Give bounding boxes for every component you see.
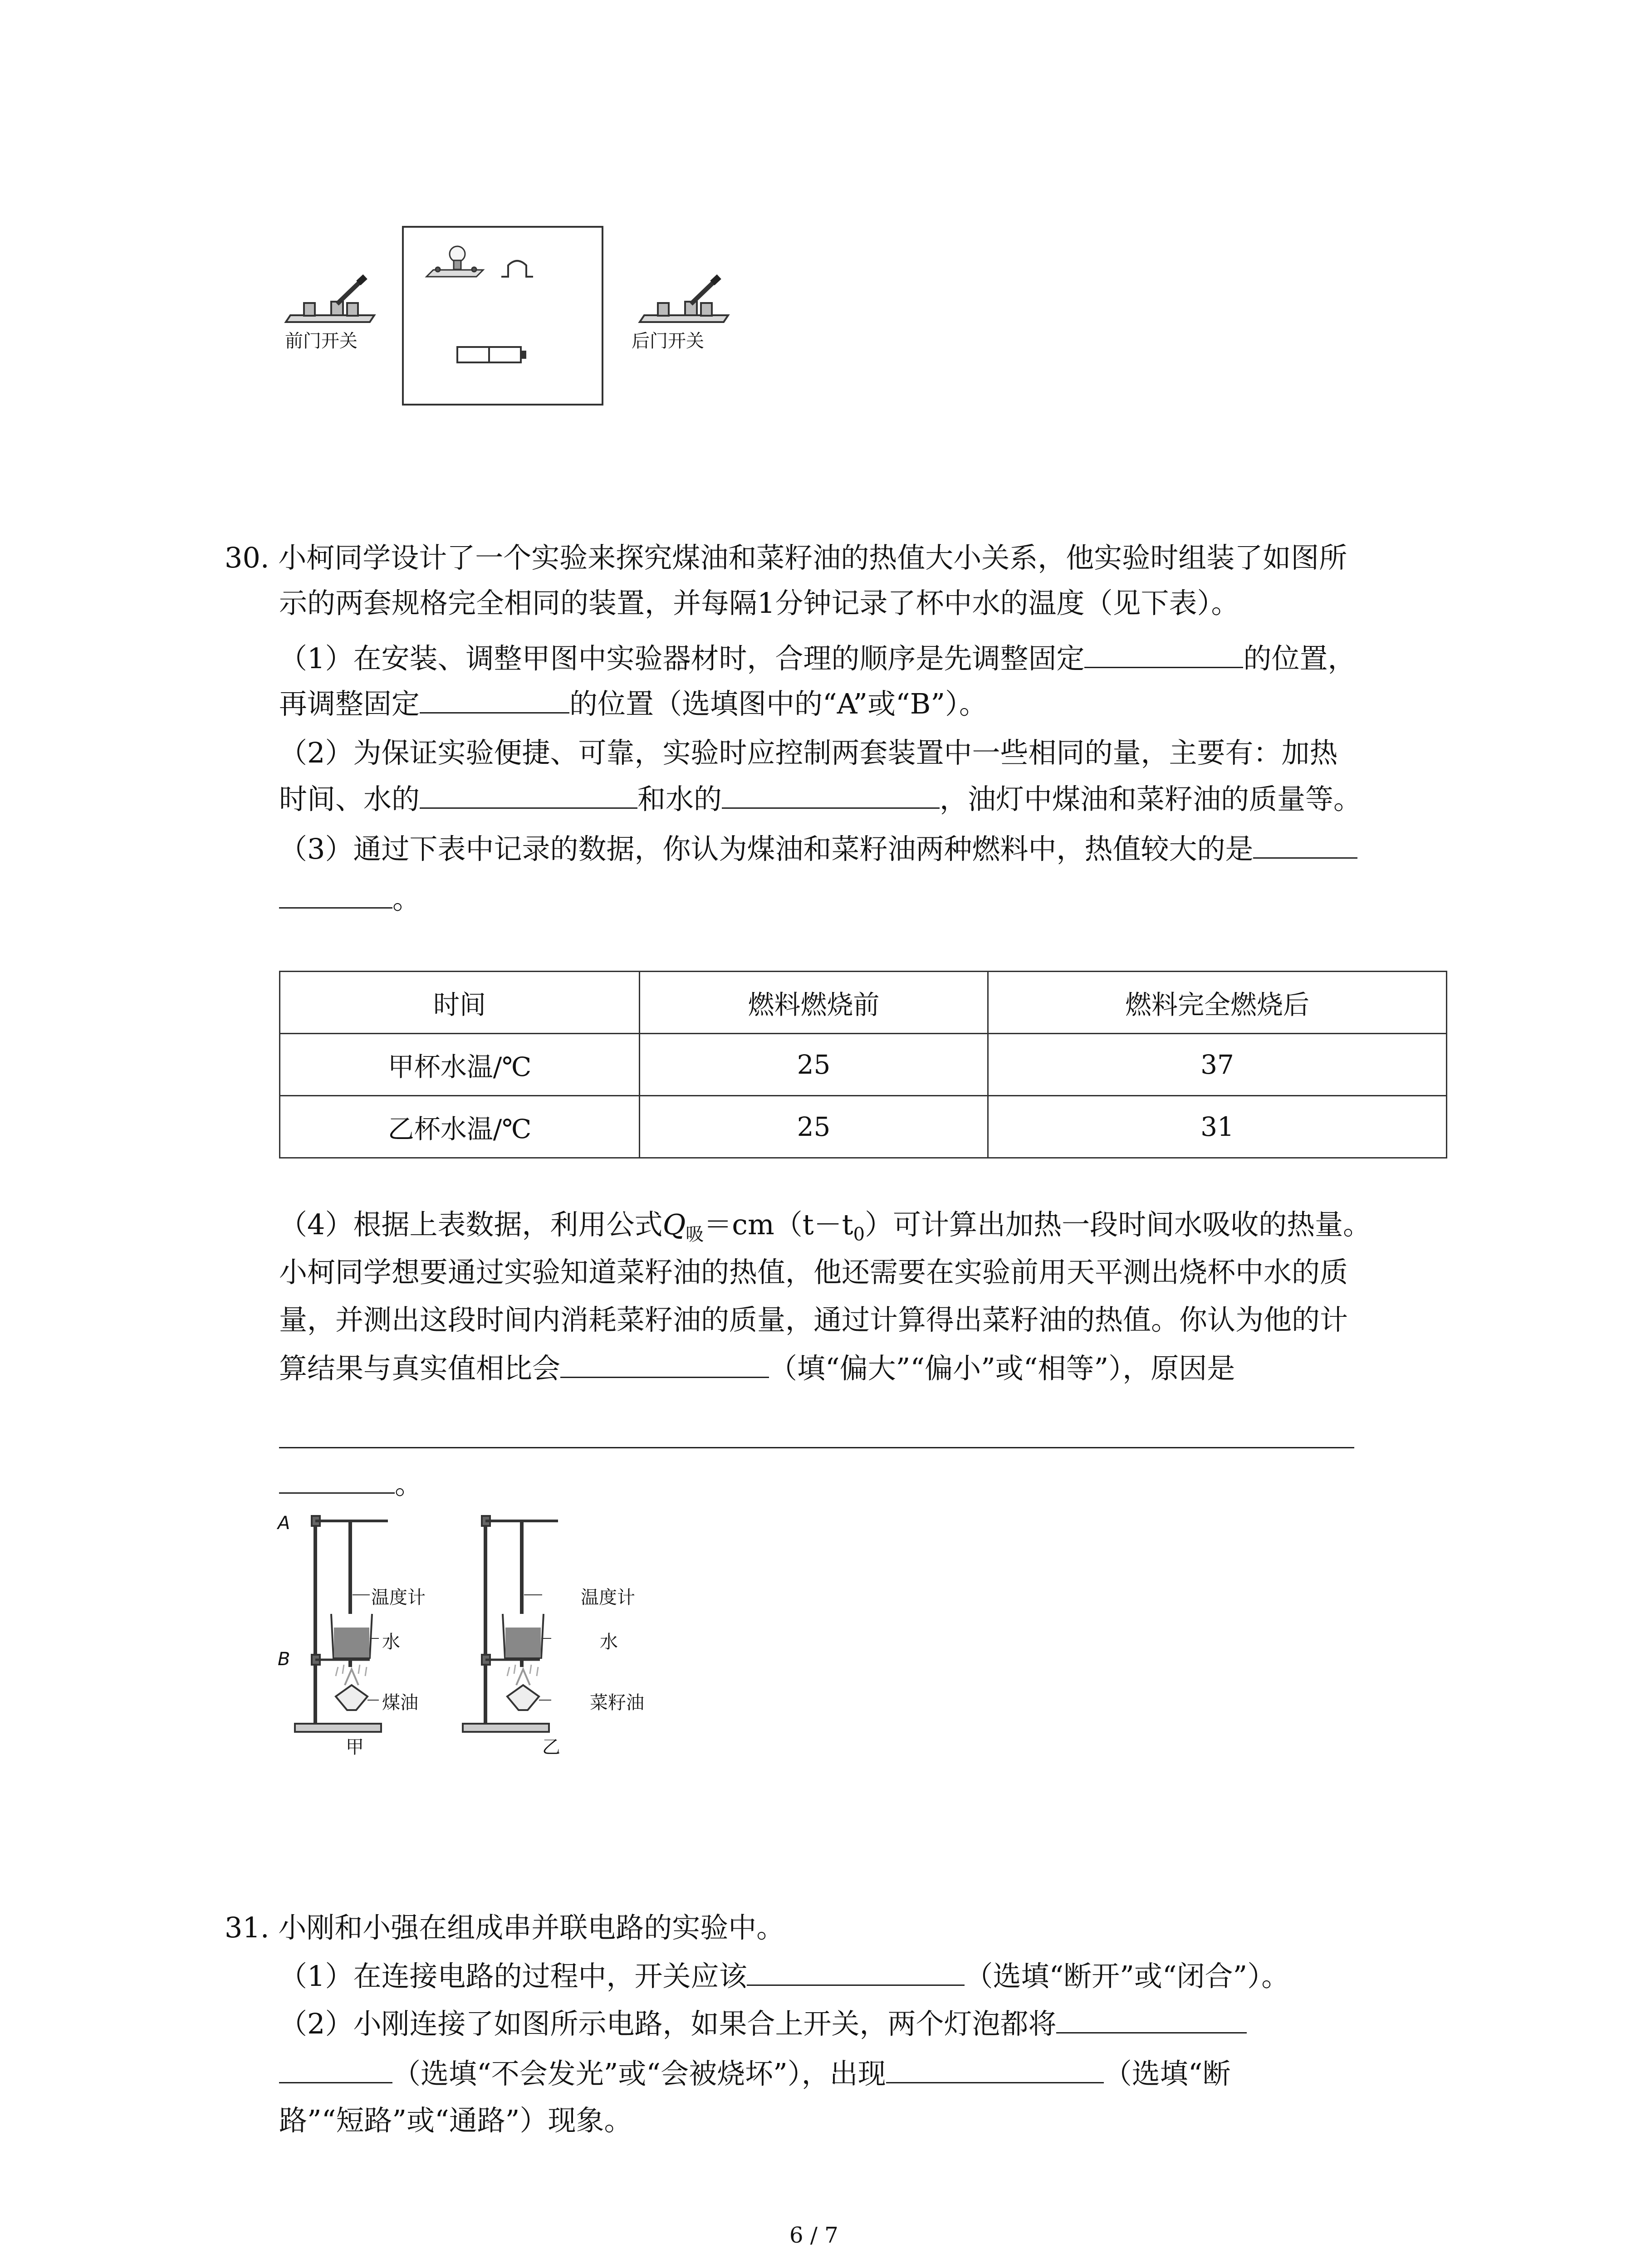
answer-blank-q31-p1[interactable]: [747, 1953, 965, 1986]
label-thermometer-2: 温度计: [581, 1587, 635, 1608]
answer-blank-q31-p2-a[interactable]: [1056, 2000, 1247, 2033]
back-switch-icon: [640, 277, 728, 322]
q30-part4-line6: [279, 1461, 423, 1507]
setup-jia-icon: [295, 1515, 388, 1732]
q30-p4-text-f: 。: [395, 1467, 423, 1501]
answer-blank-q31-p2-c[interactable]: [886, 2050, 1104, 2083]
answer-blank-p2-first[interactable]: [420, 776, 637, 809]
label-a: A: [278, 1513, 290, 1534]
label-fuel-2: 菜籽油: [590, 1692, 644, 1713]
q30-line2: 示的两套规格完全相同的装置，并每隔1分钟记录了杯中水的温度（见下表）。: [279, 587, 1239, 620]
q30-p4-text-a: （4）根据上表数据，利用公式: [279, 1208, 663, 1241]
q30-p1-text-b: 的位置，: [1243, 642, 1356, 675]
table-cell: 25: [640, 1096, 988, 1158]
answer-blank-p3-b[interactable]: [279, 875, 392, 909]
front-switch-icon: [286, 277, 374, 322]
q31-part2-line3: 路”“短路”或“通路”）现象。: [279, 2104, 632, 2137]
table-cell: 25: [640, 1034, 988, 1096]
q31-part2-line2: [279, 2050, 1231, 2097]
answer-blank-p1-second[interactable]: [420, 680, 569, 714]
q30-p3-text-a: （3）通过下表中记录的数据，你认为煤油和菜籽油两种燃料中，热值较大的是: [279, 832, 1254, 865]
setup-yi-icon: [463, 1515, 558, 1732]
q30-part1-line1: [279, 635, 1356, 681]
table-row: [280, 1034, 1447, 1096]
q30-part3-line1: [279, 826, 1357, 872]
table-row: [280, 1096, 1447, 1158]
formula-sub-zero: 0: [853, 1224, 865, 1245]
label-b: B: [278, 1649, 290, 1670]
label-thermometer-1: 温度计: [371, 1587, 426, 1608]
table-cell: 乙杯水温/℃: [280, 1096, 640, 1158]
answer-blank-p1-first[interactable]: [1084, 635, 1243, 668]
table-cell: 37: [988, 1034, 1447, 1096]
q30-p4-text-d: 算结果与真实值相比会: [279, 1352, 561, 1385]
q31-part2-line1: [279, 2000, 1247, 2047]
q30-line1: 30. 小柯同学设计了一个实验来探究煤油和菜籽油的热值大小关系，他实验时组装了如图所: [225, 541, 1347, 574]
q30-p2-text-d: ，油灯中煤油和菜籽油的质量等。: [940, 782, 1362, 816]
back-switch-label: 后门开关: [632, 331, 704, 352]
answer-blank-p4-reason-end[interactable]: [279, 1461, 395, 1494]
battery-icon: [457, 347, 525, 362]
q30-part4-line1: [279, 1202, 1371, 1257]
q31-p1-text-a: （1）在连接电路的过程中，开关应该: [279, 1960, 747, 1993]
q30-p1-text-a: （1）在安装、调整甲图中实验器材时，合理的顺序是先调整固定: [279, 642, 1085, 675]
answer-blank-p2-second[interactable]: [722, 776, 940, 809]
formula-q: Q: [662, 1208, 686, 1241]
answer-blank-p4-reason[interactable]: [279, 1447, 1354, 1448]
label-setup-1: 甲: [346, 1737, 364, 1758]
temperature-table: [279, 971, 1447, 1158]
q30-part3-line2: [279, 875, 421, 922]
table-header-cell: 燃料燃烧前: [640, 972, 988, 1034]
table-header-cell: 燃料完全燃烧后: [988, 972, 1447, 1034]
q30-part1-line2: [279, 680, 987, 727]
label-setup-2: 乙: [542, 1737, 560, 1758]
q31-line1: 31. 小刚和小强在组成串并联电路的实验中。: [225, 1911, 785, 1944]
table-cell: 甲杯水温/℃: [280, 1034, 640, 1096]
q31-p2-text-c: （选填“断: [1103, 2057, 1231, 2090]
formula-end: ）可计算出加热一段时间水吸收的热量。: [865, 1208, 1372, 1241]
q31-p2-text-a: （2）小刚连接了如图所示电路，如果合上开关，两个灯泡都将: [279, 2007, 1057, 2040]
formula-rest: ＝cm（t－t: [704, 1208, 853, 1241]
enclosure-box: [403, 227, 603, 405]
q30-part2-line2: [279, 776, 1362, 822]
q30-part4-line4: [279, 1345, 1235, 1391]
door-circuit-svg: [272, 213, 771, 413]
label-water-2: 水: [600, 1632, 618, 1652]
q30-p3-text-b: 。: [392, 882, 421, 915]
q30-p1-text-c: 再调整固定: [279, 687, 420, 720]
table-cell: 31: [988, 1096, 1447, 1158]
answer-blank-q31-p2-b[interactable]: [279, 2050, 392, 2083]
q30-p2-text-c: 和水的: [637, 782, 722, 816]
label-water-1: 水: [382, 1632, 400, 1652]
q30-p1-text-d: 的位置（选填图中的“A”或“B”）。: [569, 687, 988, 720]
front-switch-label: 前门开关: [285, 331, 358, 352]
formula-sub-absorb: 吸: [686, 1224, 704, 1245]
table-header-cell: 时间: [280, 972, 640, 1034]
q31-p2-text-b: （选填“不会发光”或“会被烧坏”），出现: [392, 2057, 886, 2090]
q30-p4-text-e: （填“偏大”“偏小”或“相等”），原因是: [769, 1352, 1235, 1385]
answer-blank-p3-a[interactable]: [1253, 826, 1357, 859]
q31-p1-text-b: （选填“断开”或“闭合”）。: [965, 1960, 1290, 1993]
page-number: 6 / 7: [789, 2223, 838, 2248]
q31-part1: [279, 1953, 1289, 1999]
q30-part4-line3: 量，并测出这段时间内消耗菜籽油的质量，通过计算得出菜籽油的热值。你认为他的计: [279, 1303, 1348, 1336]
answer-blank-p4-compare[interactable]: [560, 1345, 769, 1378]
label-fuel-1: 煤油: [382, 1692, 418, 1713]
q30-part4-line2: 小柯同学想要通过实验知道菜籽油的热值，他还需要在实验前用天平测出烧杯中水的质: [279, 1256, 1348, 1289]
table-header-row: [280, 972, 1447, 1034]
q30-part2-line1: （2）为保证实验便捷、可靠，实验时应控制两套装置中一些相同的量，主要有：加热: [279, 736, 1338, 769]
q30-p2-text-b: 时间、水的: [279, 782, 420, 816]
